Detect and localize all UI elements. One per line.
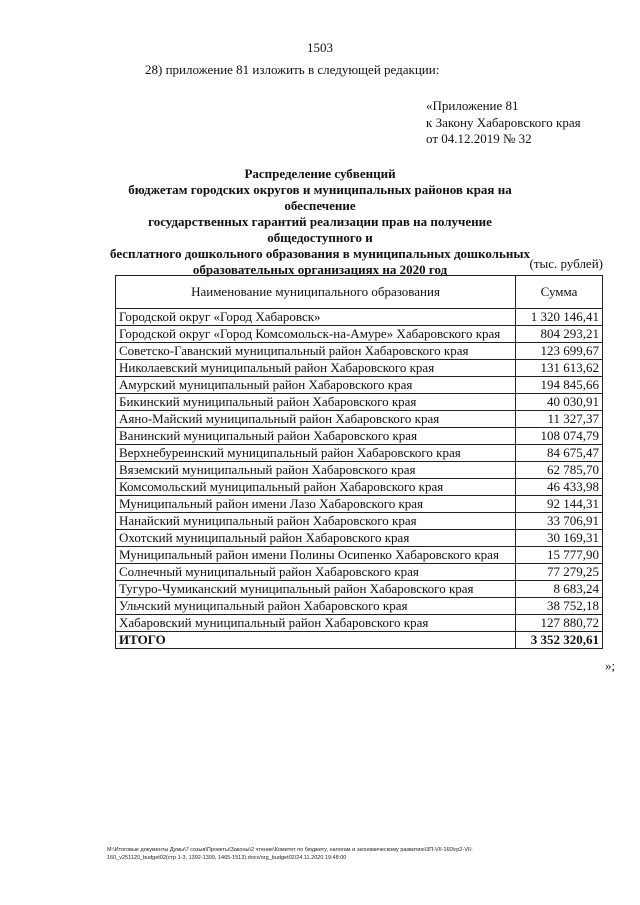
subvention-amount: 30 169,31 [516,530,603,547]
table-header-row [116,276,603,309]
table-row [116,343,603,360]
municipality-name: Муниципальный район имени Полины Осипенко Хабаровского края [116,547,516,564]
closing-quote: »; [605,658,616,673]
municipality-name: Городской округ «Город Комсомольск-на-Амуре» Хабаровского края [116,326,516,343]
subvention-amount: 33 706,91 [516,513,603,530]
table-row [116,513,603,530]
subvention-amount: 131 613,62 [516,360,603,377]
municipality-name: Амурский муниципальный район Хабаровского края [116,377,516,394]
table-row [116,462,603,479]
subvention-amount: 194 845,66 [516,377,603,394]
table-row [116,445,603,462]
subvention-amount: 11 327,37 [516,411,603,428]
footer-line: 160_v251120_budget02(стр 1-3, 1392-1399, 1465-1513).docx/org_budget02/24.11.2020 19:48:00 [107,855,347,861]
subvention-amount: 77 279,25 [516,564,603,581]
units-label: (тыс. рублей) [529,256,603,271]
appendix-line: от 04.12.2019 № 32 [426,131,532,146]
title-line: образовательных организациях на 2020 год [192,262,448,277]
municipality-name: Нанайский муниципальный район Хабаровского края [116,513,516,530]
table-row [116,615,603,632]
municipality-name: Верхнебуреинский муниципальный район Хабаровского края [116,445,516,462]
table-row [116,411,603,428]
municipality-name: Городской округ «Город Хабаровск» [116,309,516,326]
page-number: 1503 [307,40,333,55]
subvention-amount: 123 699,67 [516,343,603,360]
table-row [116,547,603,564]
appendix-line: «Приложение 81 [426,98,519,113]
subvention-amount: 127 880,72 [516,615,603,632]
table-row [116,326,603,343]
municipality-name: Хабаровский муниципальный район Хабаровского края [116,615,516,632]
subvention-amount: 38 752,18 [516,598,603,615]
subvention-amount: 108 074,79 [516,428,603,445]
appendix-reference [426,98,581,148]
table-row [116,360,603,377]
title-line: бесплатного дошкольного образования в муниципальных дошкольных [110,246,530,261]
table-row [116,530,603,547]
table-row [116,377,603,394]
title-line: бюджетам городских округов и муниципальных районов края на обеспечение [128,182,512,213]
appendix-line: к Закону Хабаровского края [426,114,581,130]
table-row [116,309,603,326]
document-title [100,166,540,278]
total-row [116,632,603,649]
municipality-name: Бикинский муниципальный район Хабаровского края [116,394,516,411]
table-row [116,581,603,598]
municipality-name: Николаевский муниципальный район Хабаровского края [116,360,516,377]
municipality-name: Солнечный муниципальный район Хабаровского края [116,564,516,581]
municipality-name: Аяно-Майский муниципальный район Хабаровского края [116,411,516,428]
subvention-amount: 84 675,47 [516,445,603,462]
subvention-table [115,275,603,649]
subvention-amount: 1 320 146,41 [516,309,603,326]
title-line: государственных гарантий реализации прав на получение общедоступного и [148,214,492,245]
municipality-name: Муниципальный район имени Лазо Хабаровского края [116,496,516,513]
amendment-intro: 28) приложение 81 изложить в следующей редакции: [145,62,440,77]
title-line: Распределение субвенций [244,166,396,181]
header-amount: Сумма [516,276,603,309]
municipality-name: Ульчский муниципальный район Хабаровского края [116,598,516,615]
municipality-name: Тугуро-Чумиканский муниципальный район Хабаровского края [116,581,516,598]
table-row [116,564,603,581]
total-amount: 3 352 320,61 [516,632,603,649]
footer-line: M:\Итоговые документы Думы\7 созыв\Проекты\Законы\2 чтение\Комитет по бюджету, налогам и экономическому развитию\3П-VII-160\гр2-VII- [107,847,473,853]
subvention-amount: 8 683,24 [516,581,603,598]
subvention-amount: 40 030,91 [516,394,603,411]
subvention-amount: 804 293,21 [516,326,603,343]
municipality-name: Советско-Гаванский муниципальный район Хабаровского края [116,343,516,360]
municipality-name: Ванинский муниципальный район Хабаровского края [116,428,516,445]
table-row [116,428,603,445]
table-body [116,309,603,649]
total-label: ИТОГО [116,632,516,649]
table-row [116,598,603,615]
subvention-amount: 15 777,90 [516,547,603,564]
municipality-name: Вяземский муниципальный район Хабаровского края [116,462,516,479]
municipality-name: Охотский муниципальный район Хабаровского края [116,530,516,547]
subvention-amount: 62 785,70 [516,462,603,479]
table-row [116,496,603,513]
municipality-name: Комсомольский муниципальный район Хабаровского края [116,479,516,496]
subvention-amount: 92 144,31 [516,496,603,513]
subvention-amount: 46 433,98 [516,479,603,496]
table-row [116,479,603,496]
header-municipality: Наименование муниципального образования [116,276,516,309]
table-row [116,394,603,411]
file-path-footer [107,846,627,862]
